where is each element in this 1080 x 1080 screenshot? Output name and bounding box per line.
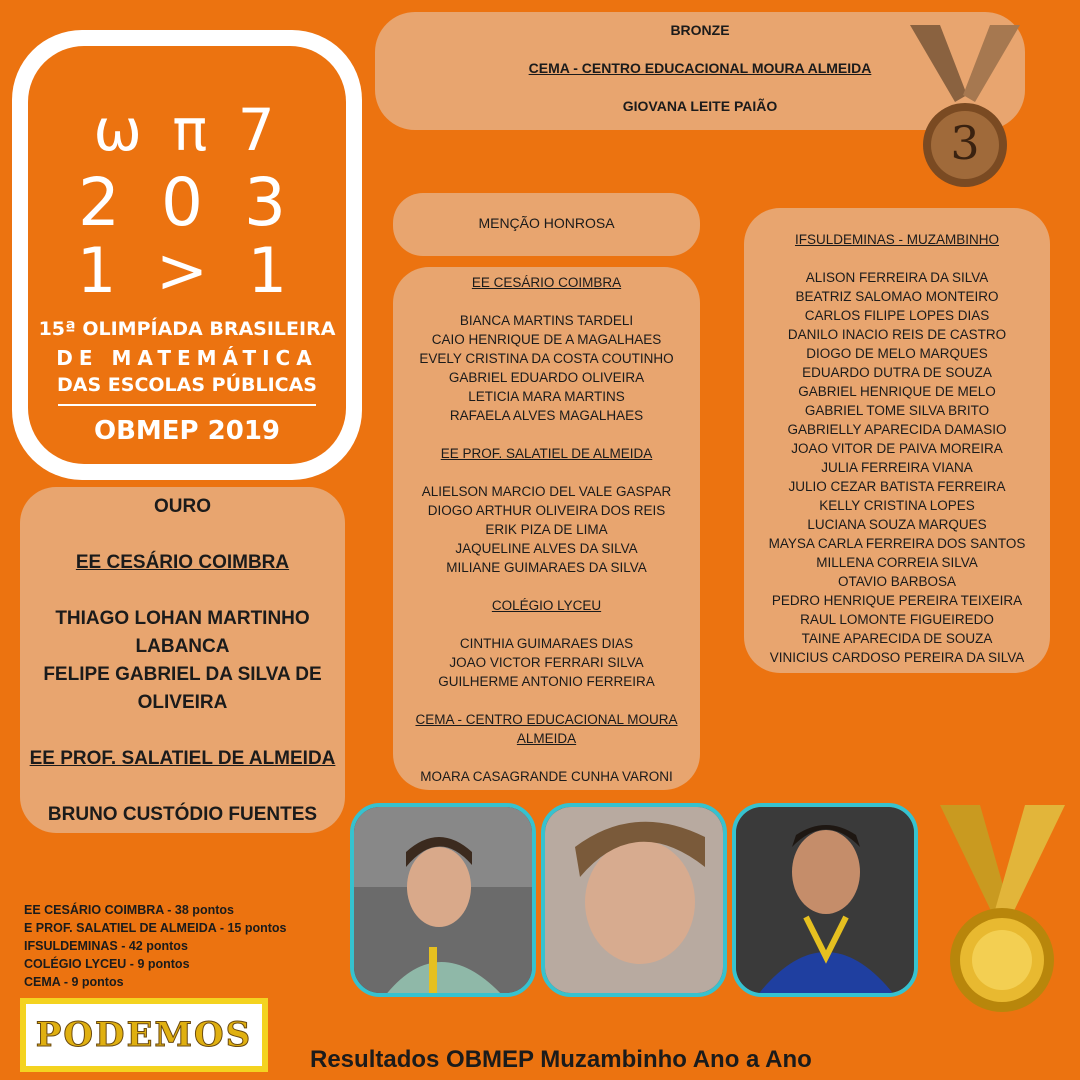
logo-symbols-bot: 1 > 1	[76, 234, 298, 307]
student-name: MOARA CASAGRANDE CUNHA VARONI	[420, 769, 673, 784]
logo-line1: 15ª OLIMPÍADA BRASILEIRA	[38, 318, 336, 340]
logo-line2: DE MATEMÁTICA	[56, 346, 318, 370]
ouro-student3: BRUNO CUSTÓDIO FUENTES	[47, 804, 318, 825]
podemos-logo	[20, 998, 268, 1072]
bronze-school: CEMA - CENTRO EDUCACIONAL MOURA ALMEIDA	[528, 60, 872, 76]
mencao-school4: CEMA - CENTRO EDUCACIONAL MOURA ALMEIDA	[415, 712, 678, 746]
student-name: TAINE APARECIDA DE SOUZA	[801, 631, 993, 646]
student-photo-1	[350, 803, 536, 997]
student-name: CARLOS FILIPE LOPES DIAS	[804, 308, 990, 323]
student-name: KELLY CRISTINA LOPES	[819, 498, 975, 513]
student-name: PEDRO HENRIQUE PEREIRA TEIXEIRA	[771, 593, 1023, 608]
logo-symbols-mid: 2 0 3	[78, 164, 296, 241]
student-name: GABRIEL HENRIQUE DE MELO	[798, 384, 996, 399]
student-name: RAUL LOMONTE FIGUEIREDO	[800, 612, 994, 627]
mencao-school2: EE PROF. SALATIEL DE ALMEIDA	[440, 446, 653, 461]
logo-symbols-top: ω π 7	[93, 96, 281, 164]
logo-line4: OBMEP 2019	[93, 416, 281, 446]
obmep-logo-panel	[28, 46, 346, 464]
student-name: GABRIEL EDUARDO OLIVEIRA	[448, 370, 645, 385]
score-item: IFSULDEMINAS - 42 pontos	[24, 939, 188, 953]
score-item: COLÉGIO LYCEU - 9 pontos	[24, 957, 190, 971]
student-name: EDUARDO DUTRA DE SOUZA	[802, 365, 992, 380]
ouro-school2: EE PROF. SALATIEL DE ALMEIDA	[29, 748, 336, 769]
mencao-school1: EE CESÁRIO COIMBRA	[471, 275, 622, 290]
student-name: DANILO INACIO REIS DE CASTRO	[787, 327, 1007, 342]
mencao-header	[393, 193, 700, 256]
student-name: RAFAELA ALVES MAGALHAES	[449, 408, 644, 423]
ouro-title: OURO	[154, 496, 211, 517]
student-name: JOAO VICTOR FERRARI SILVA	[449, 655, 644, 670]
student-name: GUILHERME ANTONIO FERREIRA	[438, 674, 655, 689]
student-name: CAIO HENRIQUE DE A MAGALHAES	[431, 332, 662, 347]
mencao-title: MENÇÃO HONROSA	[478, 215, 615, 231]
bronze-title: BRONZE	[670, 22, 730, 38]
ouro-student1b: LABANCA	[135, 636, 230, 657]
student-name: GABRIELLY APARECIDA DAMASIO	[787, 422, 1007, 437]
ouro-student1a: THIAGO LOHAN MARTINHO	[55, 608, 310, 629]
student-photo-2	[541, 803, 727, 997]
mencao-school3: COLÉGIO LYCEU	[491, 598, 602, 613]
student-name: JAQUELINE ALVES DA SILVA	[455, 541, 638, 556]
student-name: JULIO CEZAR BATISTA FERREIRA	[788, 479, 1006, 494]
student-name: DIOGO ARTHUR OLIVEIRA DOS REIS	[427, 503, 666, 518]
student-name: JULIA FERREIRA VIANA	[821, 460, 973, 475]
logo-divider	[58, 404, 316, 406]
ouro-student2b: OLIVEIRA	[137, 692, 228, 713]
bronze-medal-number: 3	[950, 116, 980, 170]
student-name: ERIK PIZA DE LIMA	[485, 522, 608, 537]
score-item: EE CESÁRIO COIMBRA - 38 pontos	[24, 903, 234, 917]
podemos-text: PODEMOS	[35, 1015, 253, 1055]
bronze-student: GIOVANA LEITE PAIÃO	[622, 98, 778, 114]
student-name: LUCIANA SOUZA MARQUES	[807, 517, 987, 532]
score-item: E PROF. SALATIEL DE ALMEIDA - 15 pontos	[24, 921, 287, 935]
student-name: VINICIUS CARDOSO PEREIRA DA SILVA	[769, 650, 1025, 665]
student-name: CINTHIA GUIMARAES DIAS	[459, 636, 634, 651]
student-name: BEATRIZ SALOMAO MONTEIRO	[795, 289, 999, 304]
student-photo-3	[732, 803, 918, 997]
student-name: GABRIEL TOME SILVA BRITO	[804, 403, 990, 418]
student-name: MILIANE GUIMARAES DA SILVA	[446, 560, 647, 575]
student-name: MAYSA CARLA FERREIRA DOS SANTOS	[768, 536, 1026, 551]
student-name: OTAVIO BARBOSA	[837, 574, 957, 589]
student-name: BIANCA MARTINS TARDELI	[459, 313, 634, 328]
ifsul-school: IFSULDEMINAS - MUZAMBINHO	[794, 232, 999, 247]
score-item: CEMA - 9 pontos	[24, 975, 124, 989]
ouro-school1: EE CESÁRIO COIMBRA	[75, 552, 290, 573]
gold-medal-icon	[935, 800, 1070, 1020]
footer-title: Resultados OBMEP Muzambinho Ano a Ano	[310, 1046, 812, 1073]
bronze-medal-icon	[905, 20, 1025, 190]
scores-list	[24, 901, 287, 991]
logo-line3: DAS ESCOLAS PÚBLICAS	[57, 374, 317, 396]
student-name: MILLENA CORREIA SILVA	[816, 555, 978, 570]
student-name: LETICIA MARA MARTINS	[468, 389, 625, 404]
ifsul-list	[744, 208, 1050, 673]
student-name: DIOGO DE MELO MARQUES	[806, 346, 988, 361]
student-name: ALISON FERREIRA DA SILVA	[805, 270, 989, 285]
student-name: EVELY CRISTINA DA COSTA COUTINHO	[419, 351, 674, 366]
ouro-student2a: FELIPE GABRIEL DA SILVA DE	[43, 664, 322, 685]
ouro-box	[20, 487, 345, 833]
obmep-logo	[12, 30, 362, 480]
mencao-list	[393, 267, 700, 790]
student-name: JOAO VITOR DE PAIVA MOREIRA	[791, 441, 1003, 456]
student-name: ALIELSON MARCIO DEL VALE GASPAR	[421, 484, 672, 499]
